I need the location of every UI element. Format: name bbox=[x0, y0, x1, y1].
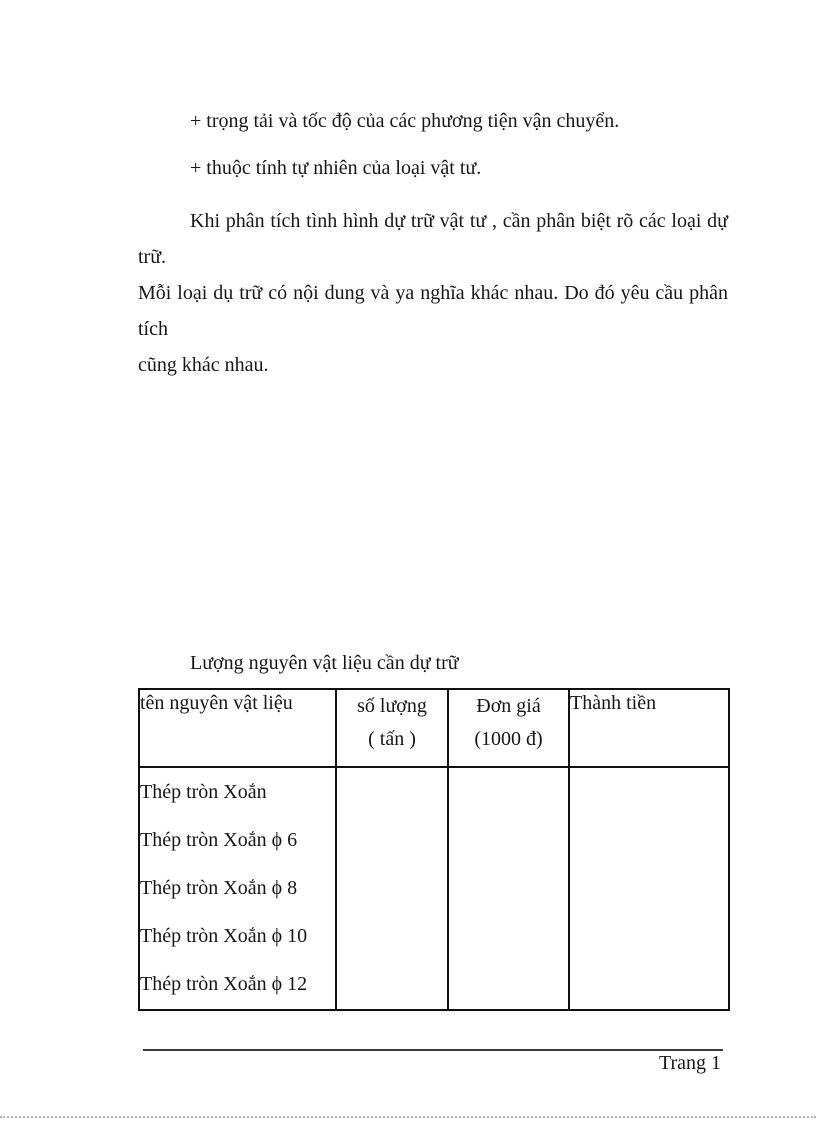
material-row-name: Thép tròn Xoắn ϕ 10 bbox=[140, 925, 308, 947]
unit-price-column-cell bbox=[448, 767, 569, 1010]
header-unit-price bbox=[448, 689, 569, 767]
header-unit-price-label: Đơn giá bbox=[476, 695, 541, 717]
material-row-name: Thép tròn Xoắn ϕ 6 bbox=[140, 829, 298, 851]
header-total: Thành tiền bbox=[569, 689, 729, 767]
header-material-name: tên nguyên vật liệu bbox=[139, 689, 336, 767]
bullet-item-transport: + trọng tải và tốc độ của các phương tiện vận chuyển. bbox=[190, 110, 620, 132]
table-header-row bbox=[139, 689, 729, 767]
material-names-cell bbox=[139, 767, 336, 1010]
header-quantity bbox=[336, 689, 448, 767]
materials-table bbox=[138, 688, 730, 1011]
header-quantity-label: số lượng bbox=[357, 695, 427, 717]
quantity-column-cell bbox=[336, 767, 448, 1010]
paragraph-line: Khi phân tích tình hình dự trữ vật tư , cần phân biệt rõ các loại dự trữ. bbox=[138, 210, 728, 268]
page-number-label: Trang 1 bbox=[658, 1052, 721, 1074]
total-column-cell bbox=[569, 767, 729, 1010]
material-row-name: Thép tròn Xoắn ϕ 8 bbox=[140, 877, 298, 899]
paragraph-line: Mỗi loại dụ trữ có nội dung và ya nghĩa khác nhau. Do đó yêu cầu phân tích bbox=[138, 282, 728, 340]
material-row-name: Thép tròn Xoắn ϕ 12 bbox=[140, 973, 308, 995]
page-break-divider bbox=[0, 1116, 816, 1118]
table-body-row bbox=[139, 767, 729, 1010]
analysis-paragraph bbox=[138, 203, 728, 383]
header-quantity-unit: ( tấn ) bbox=[368, 728, 416, 750]
paragraph-line: cũng khác nhau. bbox=[138, 354, 269, 376]
footer bbox=[143, 1049, 723, 1075]
material-row-name: Thép tròn Xoắn bbox=[140, 781, 267, 803]
table-caption: Lượng nguyên vật liệu cần dự trữ bbox=[190, 652, 459, 674]
bullet-item-material-property: + thuộc tính tự nhiên của loại vật tư. bbox=[190, 157, 482, 179]
header-unit-price-unit: (1000 đ) bbox=[474, 728, 543, 750]
